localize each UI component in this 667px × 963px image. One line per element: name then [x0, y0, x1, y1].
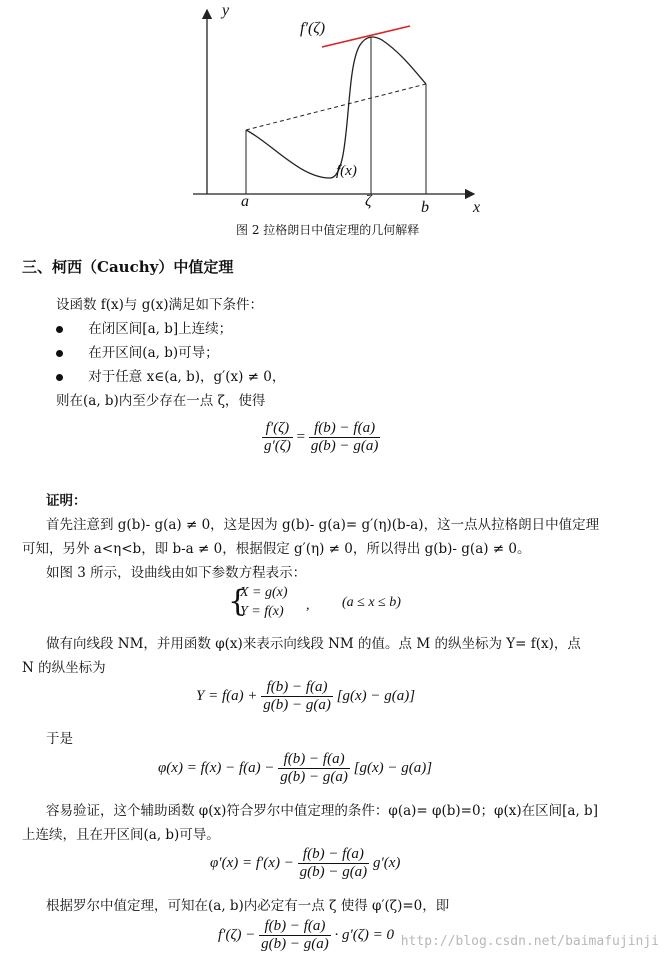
- fraction-right: [309, 420, 381, 455]
- bullet-icon: [56, 374, 63, 381]
- proof-line: 如图 3 所示，设曲线由如下参数方程表示：: [46, 565, 307, 581]
- figure-caption: 图 2 拉格朗日中值定理的几何解释: [236, 223, 420, 237]
- proof-line: 容易验证，这个辅助函数 φ(x)符合罗尔中值定理的条件：φ(a)= φ(b)=0；φ(x)在区间[a, b]: [46, 803, 598, 819]
- formula-phi: [158, 751, 432, 786]
- condition-item: [56, 341, 219, 361]
- curve-label: f(x): [336, 163, 357, 179]
- frac-den: g(b) − g(a): [261, 936, 329, 952]
- formula-left: f′(ζ) −: [218, 926, 256, 943]
- fraction: [298, 846, 370, 881]
- proof-line: 做有向线段 NM，并用函数 φ(x)来表示向线段 NM 的值。点 M 的纵坐标为 Y= f(x)，点: [46, 636, 581, 652]
- condition-item: [56, 365, 285, 385]
- condition-text: 在闭区间[a, b]上连续；: [88, 321, 233, 337]
- formula-right: g′(x): [372, 854, 401, 871]
- frac-den: g(b) − g(a): [310, 438, 379, 454]
- bullet-icon: [56, 326, 63, 333]
- conditions-conclusion: 则在(a, b)内至少存在一点 ζ，使得: [56, 393, 266, 409]
- cauchy-formula: [262, 420, 380, 455]
- equals-sign: =: [296, 428, 306, 445]
- brace-icon: {: [228, 584, 248, 619]
- param-x: X = g(x): [240, 585, 288, 600]
- figure-svg: [0, 0, 667, 240]
- condition-text: 对于任意 x∈(a, b)，g′(x) ≠ 0，: [88, 369, 286, 385]
- formula-right: · g′(ζ) = 0: [334, 926, 394, 943]
- frac-num: f(b) − f(a): [298, 846, 370, 864]
- frac-num: f(b) − f(a): [309, 420, 381, 438]
- formula-left: Y = f(a) +: [196, 687, 258, 704]
- param-comma: ,: [306, 598, 310, 613]
- section-title: 三、柯西（Cauchy）中值定理: [22, 258, 234, 276]
- formula-line-N: [196, 679, 415, 714]
- proof-line: 首先注意到 g(b)- g(a) ≠ 0，这是因为 g(b)- g(a)= g′(η)(b-a)，这一点从拉格朗日中值定理: [46, 517, 600, 533]
- frac-den: g(b) − g(a): [263, 697, 331, 713]
- y-axis-label: y: [222, 2, 230, 19]
- frac-den: g′(ζ): [264, 438, 291, 454]
- lagrange-figure: [0, 0, 667, 240]
- formula-phi-derivative: [210, 846, 400, 881]
- tick-zeta-label: ζ: [365, 193, 372, 210]
- proof-line: 上连续，且在开区间(a, b)可导。: [22, 827, 220, 843]
- formula-left: φ′(x) = f′(x) −: [210, 854, 294, 871]
- frac-den: g(b) − g(a): [299, 864, 368, 880]
- formula-right: [g(x) − g(a)]: [336, 687, 416, 704]
- watermark: http://blog.csdn.net/baimafujinji: [400, 934, 659, 949]
- param-y: Y = f(x): [240, 604, 284, 619]
- proof-label: 证明：: [46, 493, 87, 509]
- fraction: [278, 751, 350, 786]
- frac-num: f(b) − f(a): [278, 751, 350, 769]
- tangent-label: f′(ζ): [300, 20, 326, 37]
- proof-line: N 的纵坐标为: [22, 660, 106, 676]
- proof-line: 根据罗尔中值定理，可知在(a, b)内必定有一点 ζ 使得 φ′(ζ)=0，即: [46, 898, 450, 914]
- frac-num: f′(ζ): [262, 420, 293, 438]
- fraction-left: [262, 420, 293, 455]
- secant-line: [246, 84, 426, 130]
- formula-final: [218, 918, 394, 953]
- fraction: [259, 918, 331, 953]
- proof-line: 可知，另外 a<η<b，即 b-a ≠ 0，根据假定 g′(η) ≠ 0，所以得出 g(b)- g(a) ≠ 0。: [22, 541, 531, 557]
- bullet-icon: [56, 350, 63, 357]
- parametric-equations: [228, 585, 448, 623]
- tick-b-label: b: [421, 199, 429, 216]
- x-axis-label: x: [473, 199, 481, 216]
- frac-den: g(b) − g(a): [280, 769, 348, 785]
- formula-left: φ(x) = f(x) − f(a) −: [158, 759, 275, 776]
- param-range: (a ≤ x ≤ b): [342, 595, 401, 610]
- condition-text: 在开区间(a, b)可导；: [88, 345, 219, 361]
- tick-a-label: a: [241, 193, 249, 210]
- frac-num: f(b) − f(a): [259, 918, 331, 936]
- conditions-intro: 设函数 f(x)与 g(x)满足如下条件：: [56, 297, 264, 313]
- formula-right: [g(x) − g(a)]: [353, 759, 433, 776]
- condition-item: [56, 317, 232, 337]
- tangent-line: [322, 26, 410, 47]
- frac-num: f(b) − f(a): [261, 679, 333, 697]
- proof-line: 于是: [46, 731, 73, 747]
- fraction: [261, 679, 333, 714]
